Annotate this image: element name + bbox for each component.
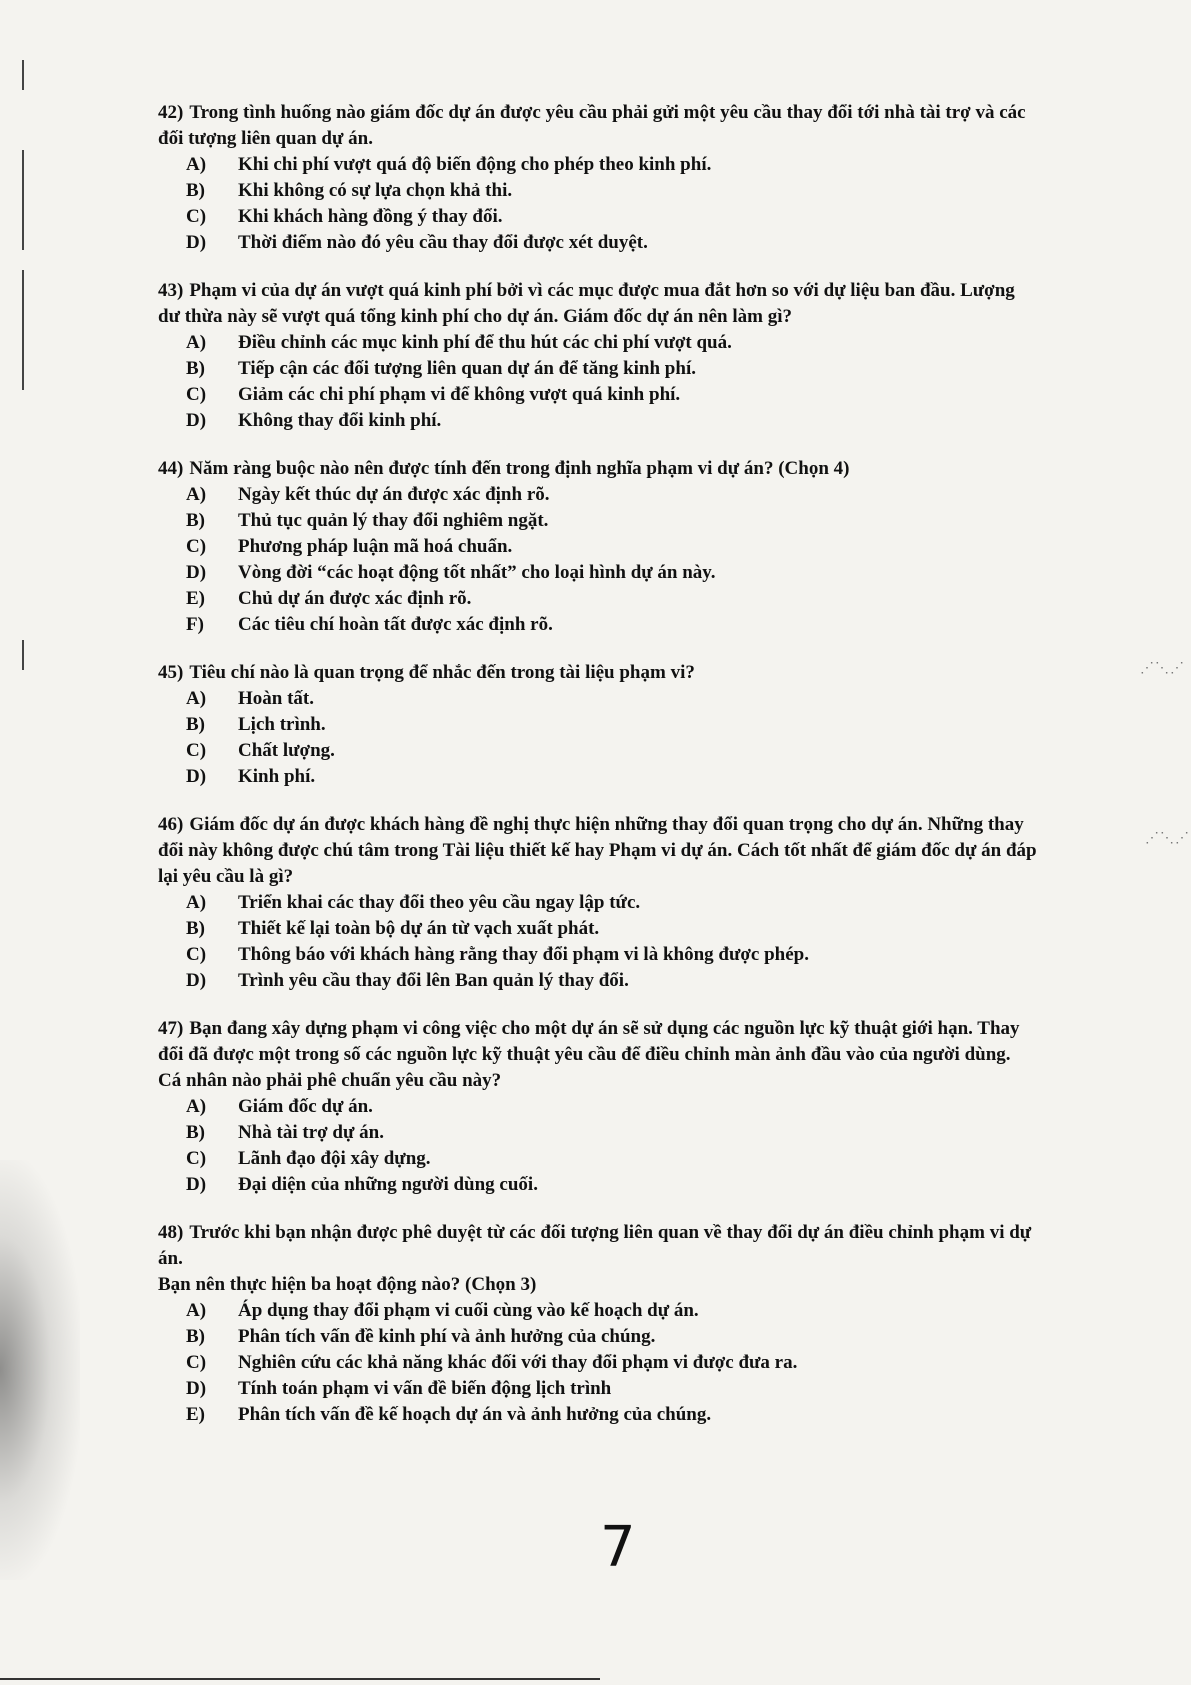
question-43 (158, 278, 1038, 434)
option-e (186, 1402, 1038, 1428)
option-letter: B) (186, 180, 205, 201)
question-42 (158, 100, 1038, 256)
option-d (186, 968, 1038, 994)
question-number: 48) (158, 1222, 184, 1243)
option-text: Hoàn tất. (238, 688, 314, 709)
option-letter: A) (186, 1300, 207, 1321)
question-text: 47) Bạn đang xây dựng phạm vi công việc cho một dự án sẽ sử dụng các nguồn lực kỹ thuật giới hạn. Thay đổi đã được một trong số các nguồn lực kỹ thuật yêu cầu để điều chỉnh màn ảnh đầu vào của người dùng. Cá nhân nào phải phê chuẩn yêu cầu này? (158, 1018, 1020, 1091)
option-letter: A) (186, 154, 207, 175)
option-text: Khi chi phí vượt quá độ biến động cho phép theo kinh phí. (238, 154, 712, 175)
option-text: Phân tích vấn đề kế hoạch dự án và ảnh hưởng của chúng. (238, 1404, 712, 1425)
question-text: 42) Trong tình huống nào giám đốc dự án được yêu cầu phải gửi một yêu cầu thay đổi tới nhà tài trợ và các đối tượng liên quan dự án. (158, 102, 1026, 149)
option-text: Thông báo với khách hàng rằng thay đổi phạm vi là không được phép. (238, 944, 809, 965)
question-text: 43) Phạm vi của dự án vượt quá kinh phí bởi vì các mục được mua đắt hơn so với dự liệu ban đầu. Lượng dư thừa này sẽ vượt quá tổng kinh phí cho dự án. Giám đốc dự án nên làm gì? (158, 280, 1015, 327)
option-text: Tính toán phạm vi vấn đề biến động lịch trình (238, 1378, 612, 1399)
question-text: 45) Tiêu chí nào là quan trọng để nhắc đến trong tài liệu phạm vi? (158, 662, 695, 683)
option-letter: A) (186, 484, 207, 505)
option-letter: C) (186, 536, 207, 557)
option-text: Điều chỉnh các mục kinh phí để thu hút các chi phí vượt quá. (238, 332, 732, 353)
option-text: Chủ dự án được xác định rõ. (238, 588, 472, 609)
option-d (186, 230, 1038, 256)
option-text: Thời điểm nào đó yêu cầu thay đổi được xét duyệt. (238, 232, 648, 253)
option-text: Vòng đời “các hoạt động tốt nhất” cho loại hình dự án này. (238, 562, 716, 583)
option-d (186, 764, 1038, 790)
option-text: Thiết kế lại toàn bộ dự án từ vạch xuất phát. (238, 918, 600, 939)
option-c (186, 738, 1038, 764)
option-letter: B) (186, 1326, 205, 1347)
question-subtext: Bạn nên thực hiện ba hoạt động nào? (Chọn 3) (158, 1274, 537, 1295)
question-number: 45) (158, 662, 184, 683)
question-text: 46) Giám đốc dự án được khách hàng đề nghị thực hiện những thay đổi quan trọng cho dự án. Những thay đổi này không được chú tâm trong Tài liệu thiết kế hay Phạm vi dự án. Cách tốt nhất để giám đốc dự án đáp lại yêu cầu là gì? (158, 814, 1037, 887)
option-text: Kinh phí. (238, 766, 316, 787)
question-number: 46) (158, 814, 184, 835)
option-a (186, 890, 1038, 916)
handwritten-page-number: 7 (600, 1515, 636, 1580)
option-letter: A) (186, 1096, 207, 1117)
option-text: Phương pháp luận mã hoá chuẩn. (238, 536, 513, 557)
option-letter: D) (186, 970, 207, 991)
option-text: Trình yêu cầu thay đổi lên Ban quản lý thay đổi. (238, 970, 629, 991)
scan-noise: ⋰⋱⋰ (1140, 661, 1185, 676)
option-letter: C) (186, 384, 207, 405)
question-44 (158, 456, 1038, 638)
option-text: Giám đốc dự án. (238, 1096, 373, 1117)
option-a (186, 1094, 1038, 1120)
option-text: Chất lượng. (238, 740, 335, 761)
option-letter: C) (186, 1148, 207, 1169)
option-text: Đại diện của những người dùng cuối. (238, 1174, 538, 1195)
option-f (186, 612, 1038, 638)
option-text: Giảm các chi phí phạm vi để không vượt quá kinh phí. (238, 384, 681, 405)
question-number: 42) (158, 102, 184, 123)
option-c (186, 204, 1038, 230)
scan-shadow (0, 1160, 80, 1580)
option-letter: A) (186, 892, 207, 913)
option-a (186, 686, 1038, 712)
question-list (158, 100, 1038, 1450)
question-48 (158, 1220, 1038, 1428)
margin-mark (22, 640, 24, 670)
question-47 (158, 1016, 1038, 1198)
option-letter: B) (186, 714, 205, 735)
option-d (186, 1172, 1038, 1198)
option-letter: C) (186, 1352, 207, 1373)
option-text: Khi không có sự lựa chọn khả thi. (238, 180, 513, 201)
option-letter: B) (186, 918, 205, 939)
question-number: 47) (158, 1018, 184, 1039)
option-b (186, 1324, 1038, 1350)
option-b (186, 712, 1038, 738)
option-text: Áp dụng thay đổi phạm vi cuối cùng vào kế hoạch dự án. (238, 1300, 699, 1321)
option-text: Phân tích vấn đề kinh phí và ảnh hưởng của chúng. (238, 1326, 656, 1347)
question-text: 44) Năm ràng buộc nào nên được tính đến trong định nghĩa phạm vi dự án? (Chọn 4) (158, 458, 850, 479)
option-text: Lãnh đạo đội xây dựng. (238, 1148, 431, 1169)
option-letter: D) (186, 1378, 207, 1399)
option-d (186, 1376, 1038, 1402)
option-b (186, 508, 1038, 534)
option-text: Tiếp cận các đối tượng liên quan dự án để tăng kinh phí. (238, 358, 696, 379)
option-letter: D) (186, 1174, 207, 1195)
option-letter: A) (186, 332, 207, 353)
option-letter: B) (186, 510, 205, 531)
option-letter: B) (186, 358, 205, 379)
option-e (186, 586, 1038, 612)
option-c (186, 1350, 1038, 1376)
option-a (186, 1298, 1038, 1324)
option-text: Khi khách hàng đồng ý thay đổi. (238, 206, 503, 227)
option-letter: F) (186, 614, 204, 635)
option-d (186, 408, 1038, 434)
margin-mark (22, 150, 24, 250)
question-text: 48) Trước khi bạn nhận được phê duyệt từ các đối tượng liên quan về thay đổi dự án điều chỉnh phạm vi dự án. (158, 1222, 1032, 1269)
option-letter: C) (186, 740, 207, 761)
margin-mark (22, 60, 24, 90)
option-text: Thủ tục quản lý thay đổi nghiêm ngặt. (238, 510, 549, 531)
option-text: Triển khai các thay đổi theo yêu cầu ngay lập tức. (238, 892, 641, 913)
option-c (186, 942, 1038, 968)
question-46 (158, 812, 1038, 994)
option-letter: D) (186, 410, 207, 431)
question-45 (158, 660, 1038, 790)
option-b (186, 916, 1038, 942)
option-letter: E) (186, 1404, 205, 1425)
option-text: Ngày kết thúc dự án được xác định rõ. (238, 484, 550, 505)
option-text: Không thay đổi kinh phí. (238, 410, 442, 431)
option-d (186, 560, 1038, 586)
option-c (186, 382, 1038, 408)
option-letter: A) (186, 688, 207, 709)
option-letter: C) (186, 206, 207, 227)
bottom-rule (0, 1678, 600, 1680)
option-letter: C) (186, 944, 207, 965)
option-a (186, 152, 1038, 178)
option-text: Lịch trình. (238, 714, 326, 735)
option-a (186, 482, 1038, 508)
margin-mark (22, 270, 24, 390)
scan-noise: ⋰⋱⋰ (1145, 831, 1190, 846)
option-b (186, 356, 1038, 382)
option-c (186, 1146, 1038, 1172)
option-b (186, 178, 1038, 204)
question-number: 43) (158, 280, 184, 301)
option-c (186, 534, 1038, 560)
option-letter: D) (186, 232, 207, 253)
option-letter: B) (186, 1122, 205, 1143)
question-number: 44) (158, 458, 184, 479)
option-a (186, 330, 1038, 356)
option-letter: D) (186, 766, 207, 787)
option-letter: D) (186, 562, 207, 583)
option-text: Các tiêu chí hoàn tất được xác định rõ. (238, 614, 553, 635)
option-letter: E) (186, 588, 205, 609)
option-text: Nhà tài trợ dự án. (238, 1122, 384, 1143)
option-text: Nghiên cứu các khả năng khác đối với thay đổi phạm vi được đưa ra. (238, 1352, 798, 1373)
option-b (186, 1120, 1038, 1146)
